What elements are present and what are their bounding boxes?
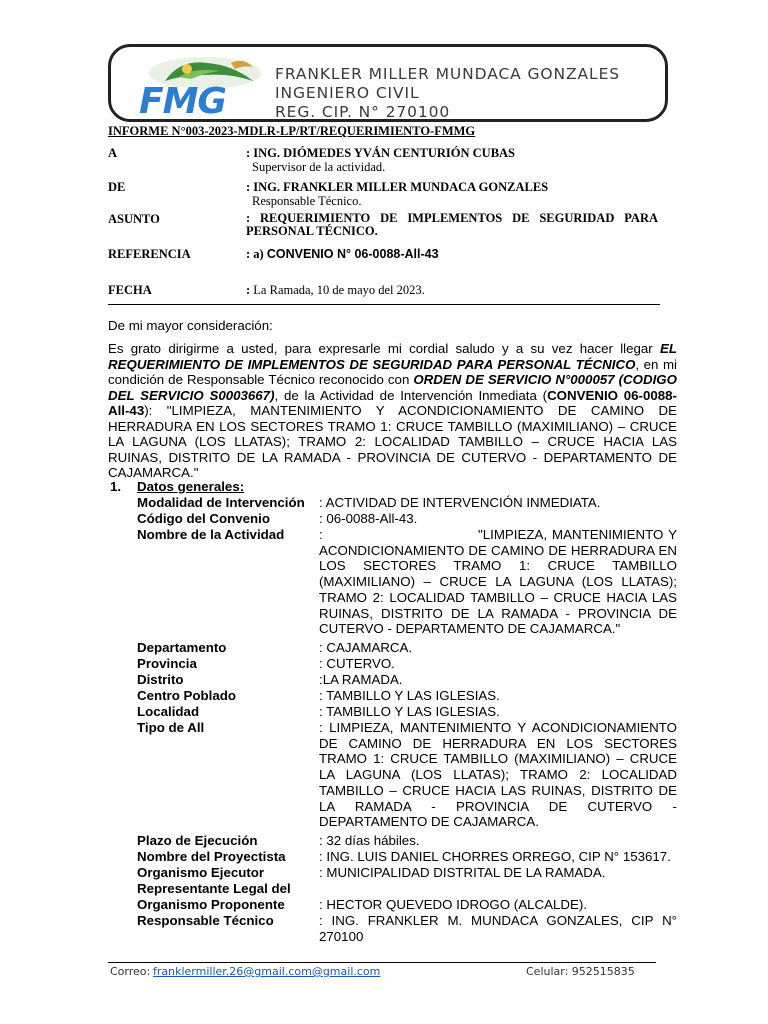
from-value: : ING. FRANKLER MILLER MUNDACA GONZALES	[246, 180, 549, 194]
divider	[108, 304, 660, 305]
data-label: Modalidad de Intervención	[137, 495, 305, 510]
data-label: Responsable Técnico	[137, 913, 274, 928]
data-value: : ACTIVIDAD DE INTERVENCIÓN INMEDIATA.	[319, 495, 601, 510]
data-label: Localidad	[137, 704, 200, 719]
subject-value: : REQUERIMIENTO DE IMPLEMENTOS DE SEGURIDAD PARA PERSONAL TÉCNICO.	[246, 211, 658, 238]
data-label: Código del Convenio	[137, 511, 270, 526]
intro-text-1: Es grato dirigirme a usted, para expresarle mi cordial saludo y a su vez hacer llegar	[108, 341, 660, 356]
data-value: : 32 días hábiles.	[319, 833, 420, 848]
to-subtitle: Supervisor de la actividad.	[252, 160, 386, 174]
data-label: Plazo de Ejecución	[137, 833, 258, 848]
to-label: A	[108, 146, 118, 160]
date-label: FECHA	[108, 283, 152, 297]
letterhead-profession: INGENIERO CIVIL	[275, 84, 420, 102]
letterhead-name: FRANKLER MILLER MUNDACA GONZALES	[275, 65, 621, 83]
data-value: : LIMPIEZA, MANTENIMIENTO Y ACONDICIONAMIENTO DE CAMINO DE HERRADURA EN LOS SECTORES TRAMO 1: CRUCE TAMBILLO (MAXIMILIANO) – CRUCE LA LAGUNA (LOS LLATAS); TRAMO 2: LOCALIDAD TAMBILLO – CRUCE HACIA LAS RUINAS, DISTRITO DE LA RAMADA - PROVINCIA DE CUTERVO - DEPARTAMENTO DE CAJAMARCA.	[319, 720, 677, 830]
intro-text-2: , en mi condición de Responsable Técnico reconocido con	[108, 356, 677, 387]
phone-number: Celular: 952515835	[526, 965, 635, 978]
email-label: Correo:	[110, 965, 151, 978]
data-value: : CUTERVO.	[319, 656, 395, 671]
letterhead-banner	[108, 44, 668, 122]
data-label: Provincia	[137, 656, 197, 671]
data-value: : CAJAMARCA.	[319, 640, 413, 655]
section-number: 1.	[110, 479, 122, 494]
data-value: : TAMBILLO Y LAS IGLESIAS.	[319, 704, 500, 719]
logo-letters: FMG	[139, 81, 226, 117]
subject-label: ASUNTO	[108, 212, 160, 226]
data-value: : MUNICIPALIDAD DISTRITAL DE LA RAMADA.	[319, 865, 606, 880]
intro-text-3: , de la Actividad de Intervención Inmediata (	[274, 387, 548, 403]
reference-prefix: : a)	[246, 247, 267, 261]
date-value: La Ramada, 10 de mayo del 2023.	[250, 283, 425, 297]
intro-emphasis-requirement: EL REQUERIMIENTO DE IMPLEMENTOS DE SEGURIDAD PARA PERSONAL TÉCNICO	[108, 341, 677, 372]
intro-emphasis-order: ORDEN DE SERVICIO N°000057 (CODIGO DEL SERVICIO S0003667)	[108, 372, 677, 403]
fmg-logo	[135, 51, 275, 117]
data-value: : TAMBILLO Y LAS IGLESIAS.	[319, 688, 500, 703]
data-value: :LA RAMADA.	[319, 672, 403, 687]
greeting: De mi mayor consideración:	[108, 318, 273, 333]
letterhead-registration: REG. CIP. N° 270100	[275, 103, 451, 121]
intro-text-4: ): "LIMPIEZA, MANTENIMIENTO Y ACONDICIONAMIENTO DE CAMINO DE HERRADURA EN LOS SECTORES TRAMO 1: CRUCE TAMBILLO (MAXIMILIANO) – CRUCE LA LAGUNA (LOS LLATAS); TRAMO 2: LOCALIDAD TAMBILLO – CRUCE HACIA LAS RUINAS, DISTRITO DE LA RAMADA - PROVINCIA DE CUTERVO - DEPARTAMENTO DE CAJAMARCA."	[108, 403, 677, 480]
data-label: Nombre del Proyectista	[137, 849, 286, 864]
footer-divider	[108, 962, 656, 963]
data-value: : HECTOR QUEVEDO IDROGO (ALCALDE).	[319, 897, 587, 912]
date-colon: :	[246, 283, 251, 297]
from-subtitle: Responsable Técnico.	[252, 194, 362, 208]
reference-label: REFERENCIA	[108, 247, 191, 261]
data-label: Distrito	[137, 672, 184, 687]
data-label: Tipo de All	[137, 720, 205, 735]
data-label: Centro Poblado	[137, 688, 236, 703]
data-label: Representante Legal del Organismo Proponente	[137, 881, 291, 912]
data-value: : ING. FRANKLER M. MUNDACA GONZALES, CIP N° 270100	[319, 913, 677, 944]
date-value-wrap	[246, 283, 425, 298]
report-number: INFORME N°003-2023-MDLR-LP/RT/REQUERIMIENTO-FMMG	[108, 124, 476, 138]
data-value: : 06-0088-All-43.	[319, 511, 418, 526]
intro-paragraph	[108, 341, 677, 481]
reference-value-wrap	[246, 247, 439, 262]
data-label: Departamento	[137, 640, 227, 655]
reference-value: CONVENIO N° 06-0088-All-43	[266, 247, 439, 261]
data-label: Nombre de la Actividad	[137, 527, 285, 542]
from-label: DE	[108, 180, 126, 194]
to-value: : ING. DIÓMEDES YVÁN CENTURIÓN CUBAS	[246, 146, 516, 160]
intro-emphasis-convenio: CONVENIO 06-0088-All-43	[108, 387, 677, 418]
data-value: : ING. LUIS DANIEL CHORRES ORREGO, CIP N° 153617.	[319, 849, 671, 864]
data-value: : "LIMPIEZA, MANTENIMIENTO Y ACONDICIONAMIENTO DE CAMINO DE HERRADURA EN LOS SECTORES TRAMO 1: CRUCE TAMBILLO (MAXIMILIANO) – CRUCE LA LAGUNA (LOS LLATAS); TRAMO 2: LOCALIDAD TAMBILLO – CRUCE HACIA LAS RUINAS, DISTRITO DE LA RAMADA - PROVINCIA DE CUTERVO - DEPARTAMENTO DE CAJAMARCA."	[319, 527, 681, 637]
data-label: Organismo Ejecutor	[137, 865, 265, 880]
section-title: Datos generales:	[137, 479, 245, 494]
email-link[interactable]: franklermiller.26@gmail.com@gmail.com	[153, 965, 381, 978]
